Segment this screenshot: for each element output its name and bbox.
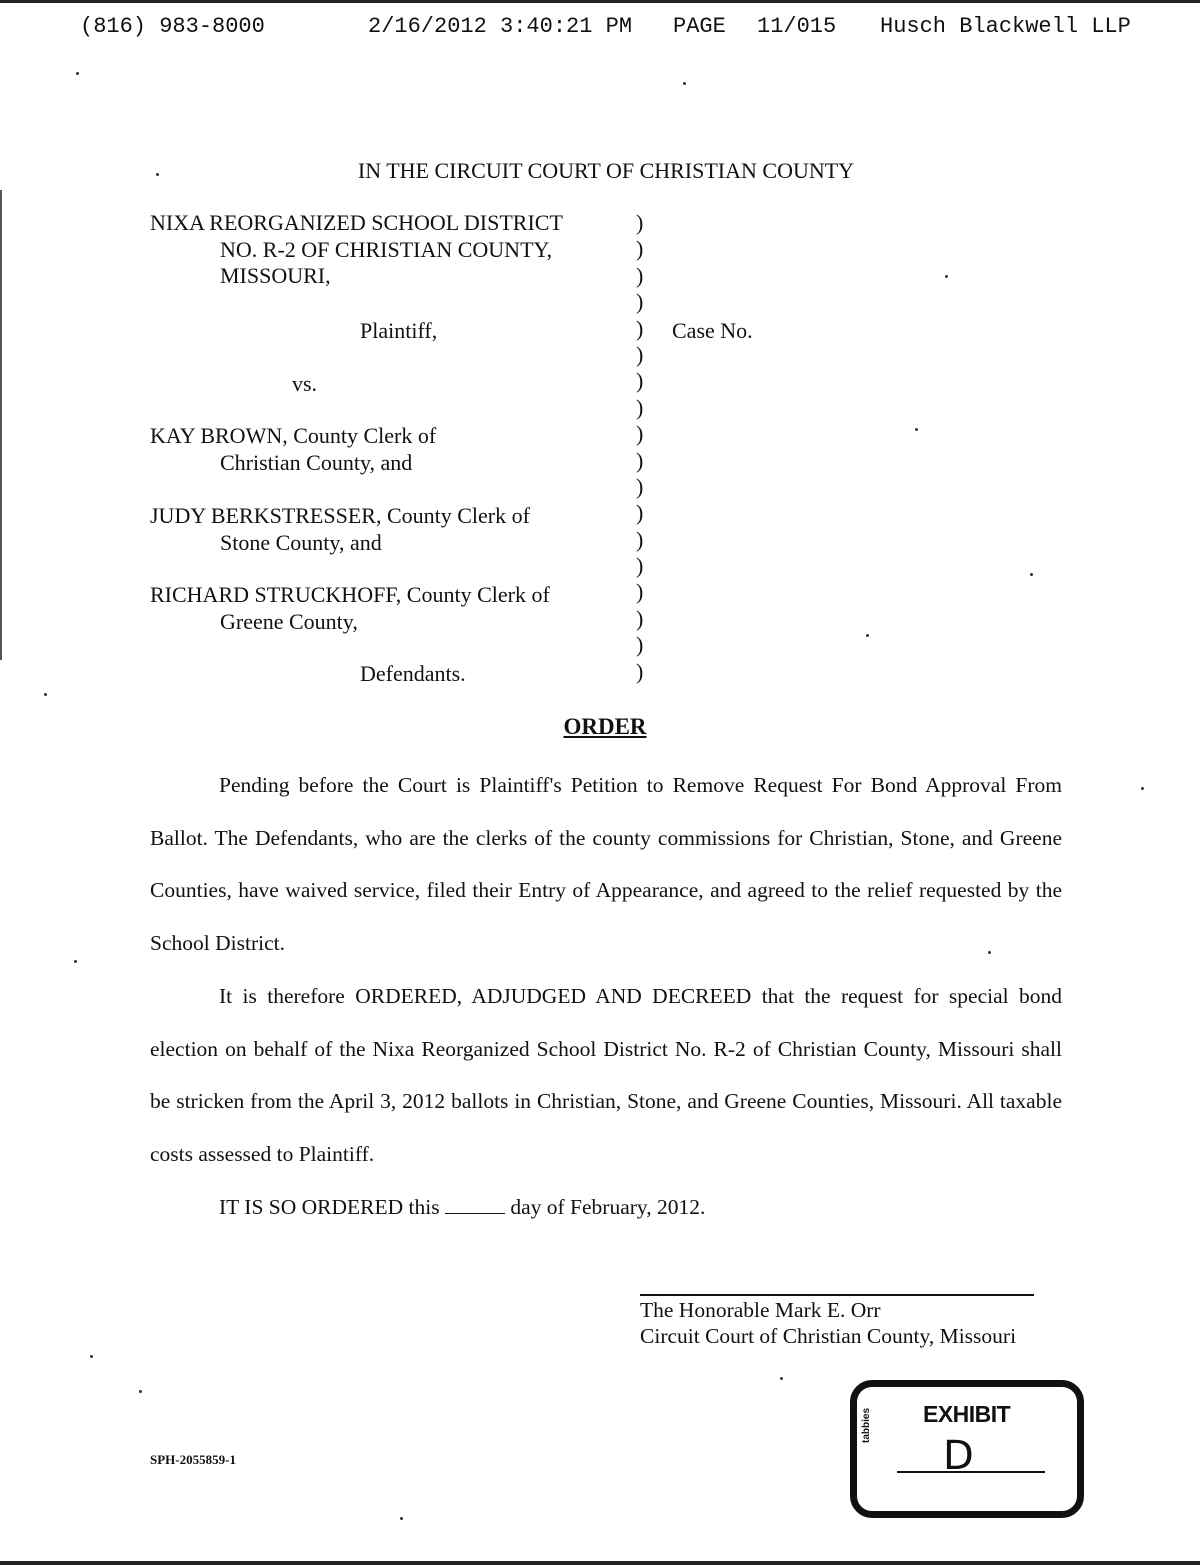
defendant-role: Defendants. [360,661,466,686]
judge-name: The Honorable Mark E. Orr [640,1298,881,1322]
scan-speck [156,173,159,176]
bottom-rule [0,1561,1200,1565]
scan-speck [76,72,79,75]
so-ordered-line [219,1181,705,1233]
scan-speck [74,960,77,963]
scan-speck [915,428,918,431]
scan-speck [139,1390,142,1393]
so-ordered-text: IT IS SO ORDERED this [219,1195,440,1219]
so-ordered-date: day of February, 2012. [510,1195,706,1219]
order-paragraph-2 [150,970,1062,1180]
paragraph-text: Pending before the Court is Plaintiff's Petition to Remove Request For Bond Approval From Ballot. The Defendants, who are the clerks of the county commissions for Christian, Stone, and Greene Counties, have waived service, filed their Entry of Appearance, and agreed to the relief requested by the School District. [150,773,1062,955]
top-rule [0,0,1200,3]
exhibit-letter: D [943,1433,974,1479]
scan-speck [1030,573,1033,576]
day-blank [445,1195,505,1214]
scan-speck [90,1355,93,1358]
versus-label: vs. [292,371,318,396]
fax-page-number: 11/015 [757,14,837,39]
scan-speck [1141,787,1144,790]
scan-speck [866,634,869,637]
order-title: ORDER [563,714,647,739]
scan-speck [44,693,47,696]
tabbies-logo: tabbies [861,1407,872,1443]
fax-page-label: PAGE [673,14,726,39]
scan-speck [400,1517,403,1520]
scan-speck [945,275,948,278]
defendant-2-name: JUDY BERKSTRESSER, County Clerk of [150,503,530,528]
fax-header [0,14,1200,44]
signature-line [640,1294,1034,1296]
defendant-2-county: Stone County, and [220,530,382,555]
exhibit-word: EXHIBIT [923,1401,1011,1427]
exhibit-sticker [850,1380,1084,1518]
defendant-1-name: KAY BROWN, County Clerk of [150,423,437,448]
scan-speck [988,951,991,954]
defendant-1-county: Christian County, and [220,450,413,475]
fax-firm: Husch Blackwell LLP [880,14,1131,39]
scan-speck [780,1377,783,1380]
judge-court: Circuit Court of Christian County, Missouri [640,1324,1017,1348]
document-id: SPH-2055859-1 [150,1452,236,1467]
caption-parentheses: ) ) ) ) ) ) ) ) ) ) ) ) ) ) ) ) ) ) [636,210,644,684]
order-paragraph-1 [150,759,1062,969]
plaintiff-name-line-1: NIXA REORGANIZED SCHOOL DISTRICT [150,210,563,235]
defendant-3-county: Greene County, [220,609,358,634]
fax-phone: (816) 983-8000 [80,14,265,39]
fax-datetime: 2/16/2012 3:40:21 PM [368,14,633,39]
paragraph-text: It is therefore ORDERED, ADJUDGED AND DECREED that the request for special bond election on behalf of the Nixa Reorganized School District No. R-2 of Christian County, Missouri shall be stricken from the April 3, 2012 ballots in Christian, Stone, and Greene Counties, Missouri. All taxable costs assessed to Plaintiff. [150,984,1062,1166]
case-number-label: Case No. [672,318,753,343]
plaintiff-name-line-3: MISSOURI, [220,263,331,288]
scan-edge [0,190,2,660]
defendant-3-name: RICHARD STRUCKHOFF, County Clerk of [150,582,550,607]
plaintiff-name-line-2: NO. R-2 OF CHRISTIAN COUNTY, [220,237,553,262]
case-caption [150,210,870,690]
scan-speck [683,82,686,85]
plaintiff-role: Plaintiff, [360,318,438,343]
court-title: IN THE CIRCUIT COURT OF CHRISTIAN COUNTY [357,158,855,183]
